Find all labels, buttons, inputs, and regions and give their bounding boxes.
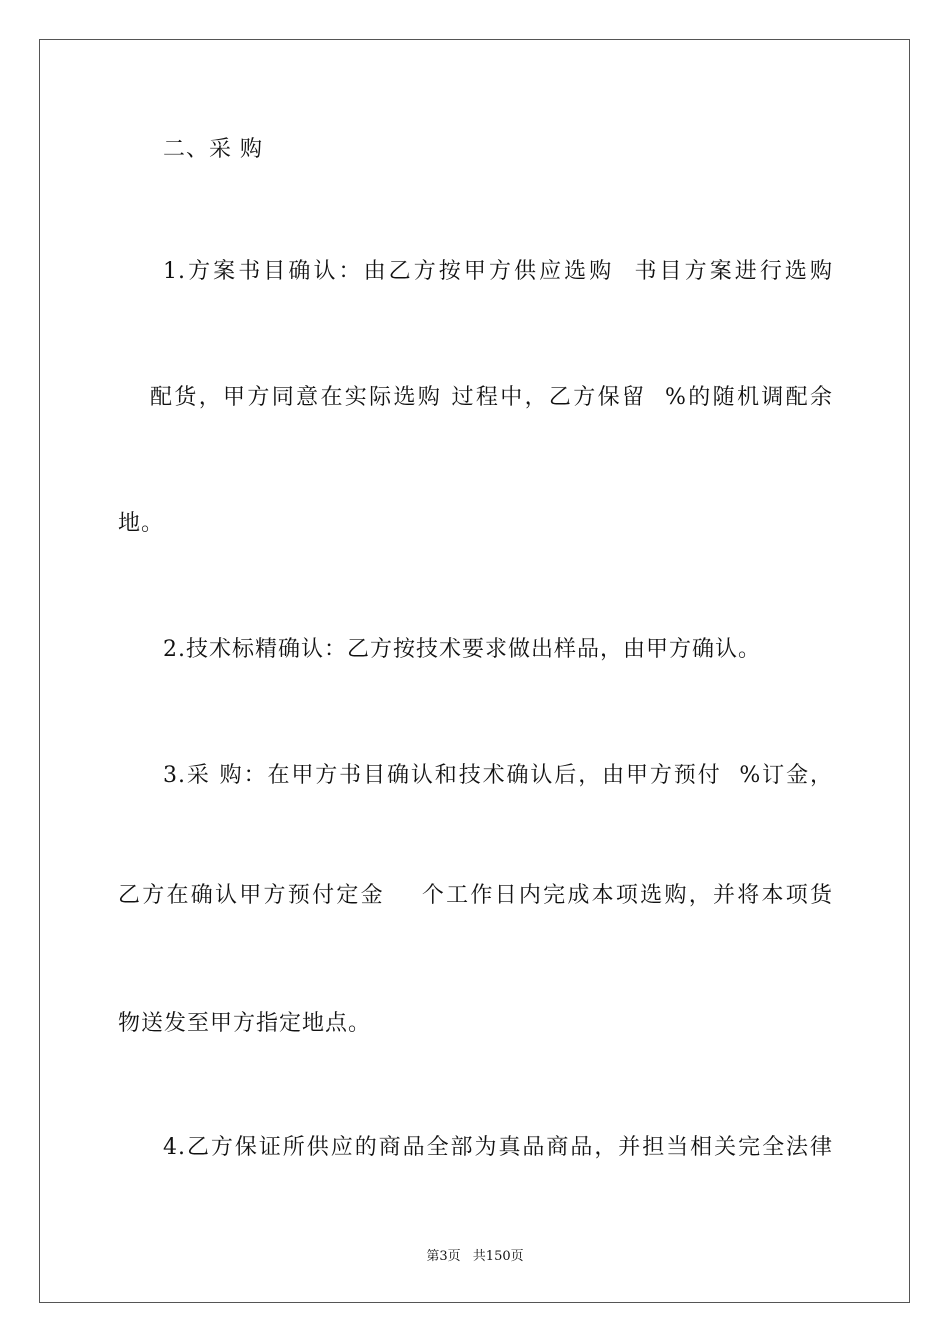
section-heading: 二、采 购 (163, 137, 263, 162)
paragraph-line-3: 地。 (118, 511, 165, 536)
paragraph-line-7: 物送发至甲方指定地点。 (118, 1011, 372, 1036)
paragraph-line-5: 3.采 购：在甲方书目确认和技术确认后，由甲方预付 %订金， (163, 763, 833, 788)
paragraph-line-2: 配货，甲方同意在实际选购 过程中，乙方保留 %的随机调配余 (150, 385, 833, 410)
page-total: 共150页 (472, 1249, 524, 1264)
paragraph-line-8: 4.乙方保证所供应的商品全部为真品商品，并担当相关完全法律 (163, 1135, 833, 1160)
paragraph-line-6: 乙方在确认甲方预付定金 个工作日内完成本项选购，并将本项货 (118, 883, 833, 908)
paragraph-line-1: 1.方案书目确认：由乙方按甲方供应选购 书目方案进行选购 (163, 259, 833, 284)
page-border (39, 39, 910, 1303)
page-number: 第3页 (426, 1249, 461, 1264)
paragraph-line-4: 2.技术标精确认：乙方按技术要求做出样品，由甲方确认。 (163, 637, 761, 662)
page-footer (0, 1248, 950, 1266)
